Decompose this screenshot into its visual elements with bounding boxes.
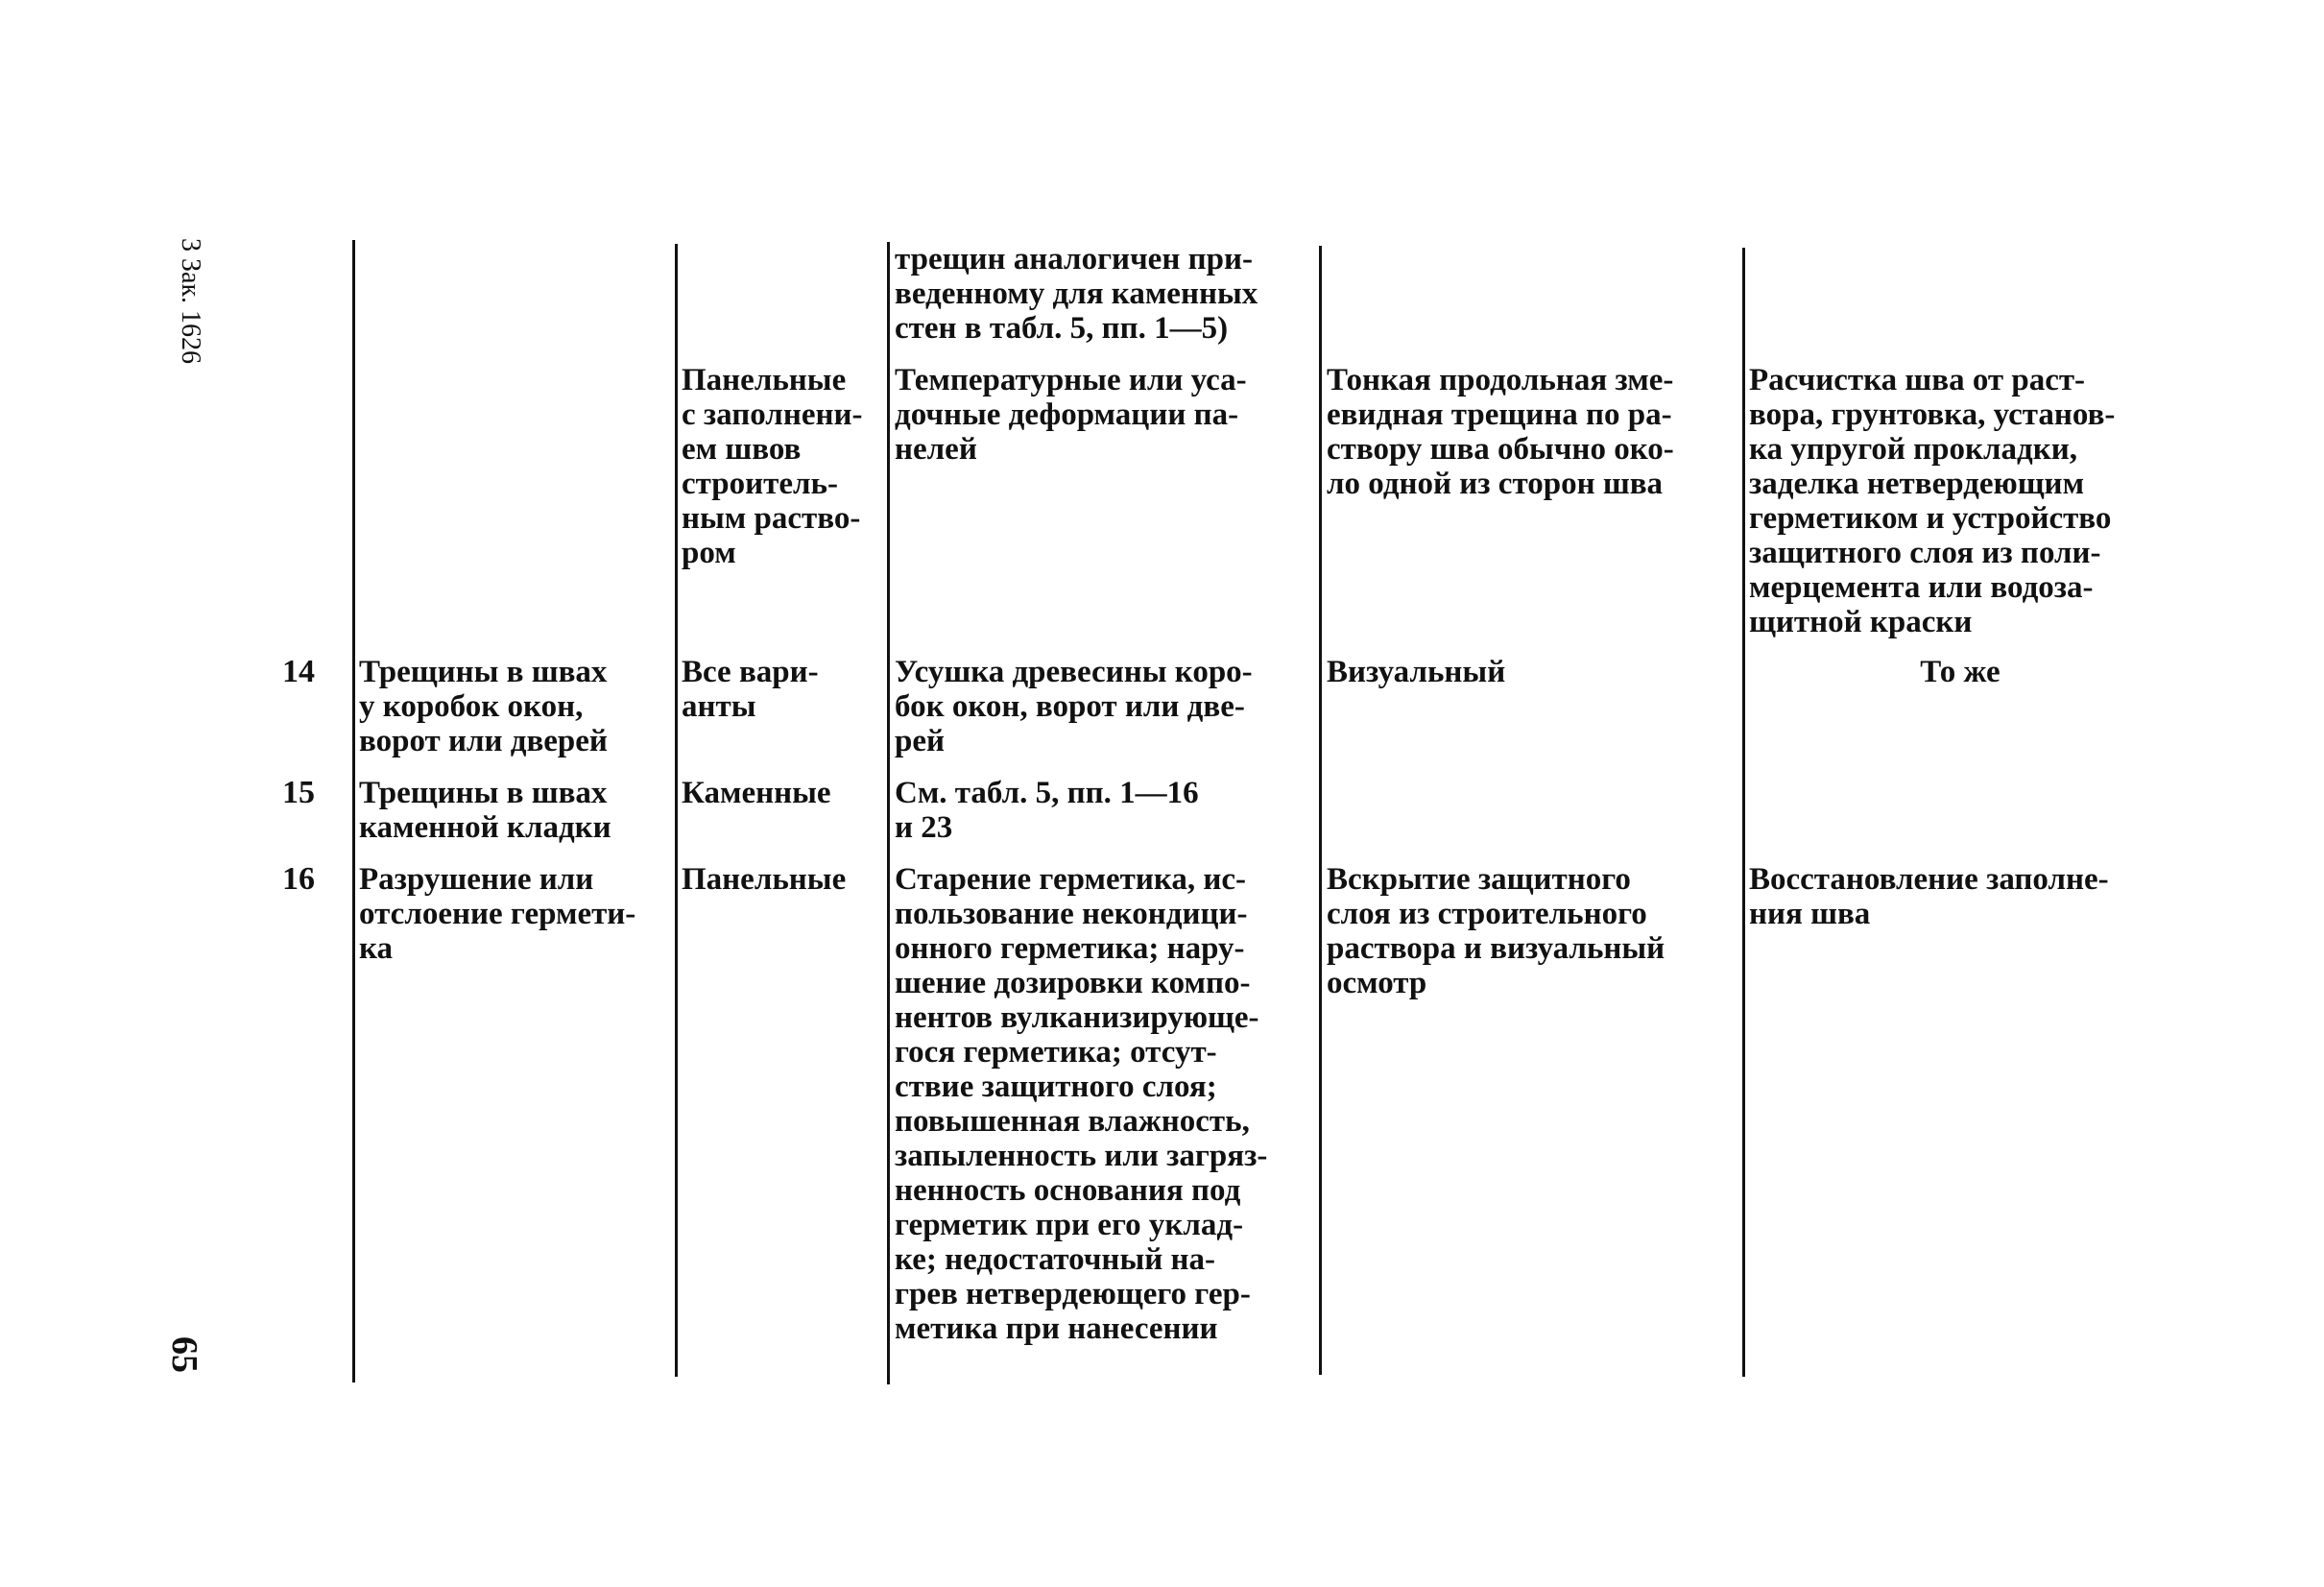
row-15-cause: См. табл. 5, пп. 1—16 и 23 [895,776,1199,845]
row-16-variant: Панельные [682,862,847,897]
row-14-defect: Трещины в швах у коробок окон, ворот или дверей [359,655,608,758]
column-rule-2 [675,244,678,1377]
row-panel-variant: Панельные с заполнени- ем швов строитель- ным раство- ром [682,363,863,570]
row-16-defect: Разрушение или отслоение гермети- ка [359,862,636,966]
margin-order-note: 3 Зак. 1626 [176,238,205,365]
row-16-detection: Вскрытие защитного слоя из строительного раствора и визуальный осмотр [1327,862,1665,1000]
row-16-cause: Старение герметика, ис- пользование некондици- онного герметика; нару- шение дозировки компо- нентов вулканизирующе- гося герметика; отсут- ствие защитного слоя; повышенная влажность, запыленность или загряз- ненность основания под герметик при его уклад- ке; недостаточный на- грев нетвердеющего гер- метика при нанесении [895,862,1268,1346]
row-15-number: 15 [282,775,315,810]
column-rule-1 [352,240,355,1383]
row-14-cause: Усушка древесины коро- бок окон, ворот или две- рей [895,655,1253,758]
row-14-remedy: То же [1920,655,2001,689]
column-rule-3 [887,242,890,1384]
row-16-remedy: Восстановление заполне- ния шва [1749,862,2109,931]
row-14-variant: Все вари- анты [682,655,819,724]
page-number: 65 [164,1336,204,1373]
row-14-number: 14 [282,654,315,689]
row-panel-cause: Температурные или уса- дочные деформации па- нелей [895,363,1247,467]
continuation-cause: трещин аналогичен при- веденному для каменных стен в табл. 5, пп. 1—5) [895,242,1258,346]
row-panel-detection: Тонкая продольная зме- евидная трещина по ра- створу шва обычно око- ло одной из сторон шва [1327,363,1674,501]
row-panel-remedy: Расчистка шва от раст- вора, грунтовка, установ- ка упругой прокладки, заделка нетвердеющим герметиком и устройство защитного слоя из поли- мерцемента или водоза- щитной краски [1749,363,2116,639]
row-15-variant: Каменные [682,776,831,810]
column-rule-4 [1319,246,1322,1375]
row-14-detection: Визуальный [1327,655,1506,689]
column-rule-5 [1742,248,1745,1377]
row-15-defect: Трещины в швах каменной кладки [359,776,611,845]
row-16-number: 16 [282,861,315,897]
